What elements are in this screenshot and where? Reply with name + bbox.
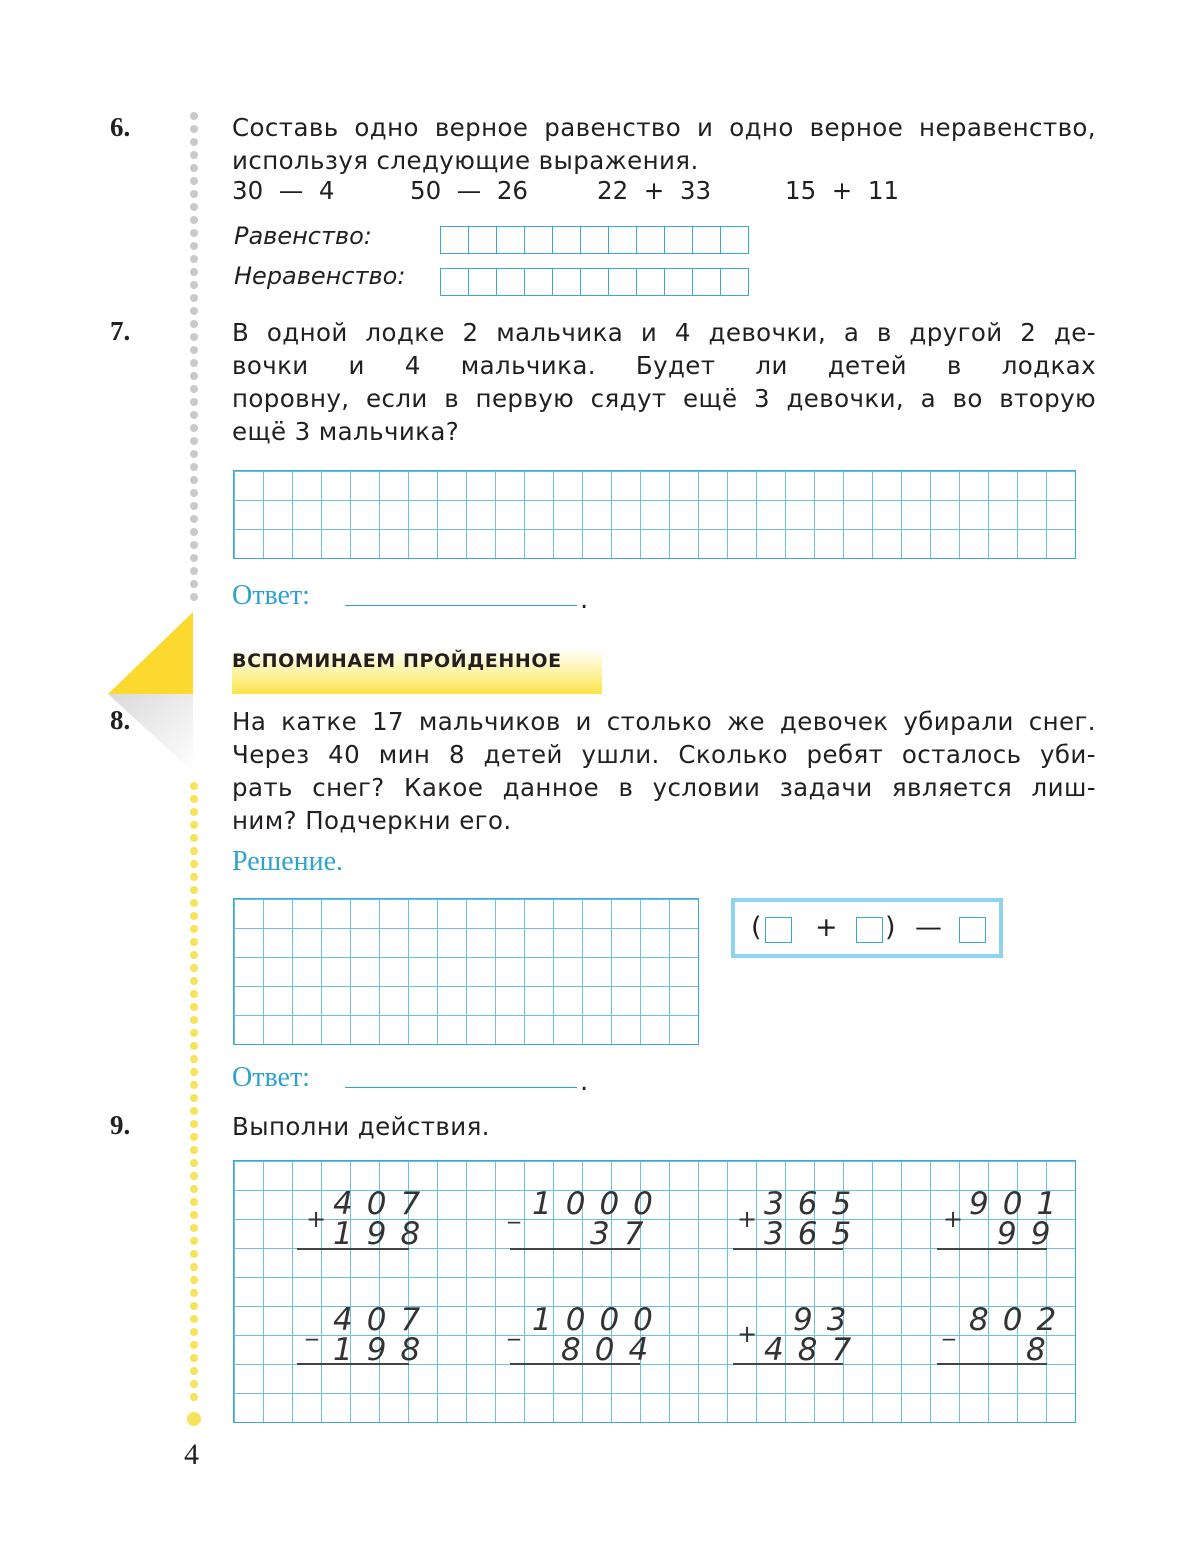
margin-dot <box>190 203 198 211</box>
margin-dot <box>190 528 198 536</box>
margin-dot <box>190 1120 198 1128</box>
result-line <box>510 1248 640 1250</box>
margin-dot <box>190 860 198 868</box>
operation-sign: _ <box>306 1313 318 1341</box>
expression: 22 + 33 <box>597 176 712 205</box>
formula-plus: + <box>815 912 838 943</box>
margin-dot <box>190 216 198 224</box>
solution-label: Решение. <box>232 846 344 877</box>
margin-dot <box>190 281 198 289</box>
margin-dot <box>190 242 198 250</box>
subtrahend-digits: 37 <box>590 1216 658 1252</box>
margin-dot <box>190 951 198 959</box>
operation-sign: + <box>737 1205 758 1233</box>
margin-dot <box>190 1315 198 1323</box>
margin-dot <box>190 1341 198 1349</box>
margin-dot-end <box>187 1412 201 1426</box>
subtrahend-digits: 365 <box>764 1216 866 1252</box>
task-number: 9. <box>110 1110 131 1140</box>
formula-close-paren: ) <box>885 912 896 943</box>
answer-line[interactable] <box>345 1065 577 1088</box>
equality-label: Равенство: <box>234 222 372 250</box>
margin-dot <box>190 1107 198 1115</box>
text-line: На катке 17 мальчиков и столько же девочек убирали снег. <box>232 707 1096 736</box>
task-text <box>232 705 1096 837</box>
margin-dot <box>190 294 198 302</box>
margin-dot <box>190 1328 198 1336</box>
formula-cell[interactable] <box>856 917 883 943</box>
margin-dot <box>190 964 198 972</box>
answer-period: . <box>580 585 589 615</box>
inequality-input-cells[interactable] <box>440 268 749 296</box>
text-line: рать снег? Какое данное в условии задачи является лиш- <box>232 773 1096 802</box>
margin-dot <box>190 1250 198 1258</box>
margin-dot <box>190 151 198 159</box>
result-line <box>733 1248 843 1250</box>
answer-label: Ответ: <box>232 580 310 611</box>
minuend-digits: 802 <box>969 1302 1071 1338</box>
margin-dot <box>190 938 198 946</box>
operation-sign: _ <box>508 1196 520 1224</box>
task-text <box>232 316 1096 448</box>
margin-dot <box>190 567 198 575</box>
margin-dot <box>190 1172 198 1180</box>
subtrahend-digits: 804 <box>561 1332 663 1368</box>
formula-cell[interactable] <box>765 917 792 943</box>
margin-dot <box>190 977 198 985</box>
margin-dot <box>190 1237 198 1245</box>
operation-sign: + <box>737 1320 758 1348</box>
solution-grid[interactable] <box>233 470 1076 559</box>
margin-dot <box>190 1289 198 1297</box>
result-line <box>937 1363 1047 1365</box>
text-line: используя следующие выражения. <box>232 146 699 175</box>
margin-dot <box>190 925 198 933</box>
margin-dot <box>190 372 198 380</box>
subtrahend-digits: 198 <box>333 1332 435 1368</box>
answer-period: . <box>580 1067 589 1097</box>
margin-dot <box>190 463 198 471</box>
expression: 30 — 4 <box>232 176 335 205</box>
result-line <box>510 1363 640 1365</box>
minuend-digits: 365 <box>764 1186 866 1222</box>
margin-dot <box>190 1068 198 1076</box>
subtrahend-digits: 198 <box>333 1216 435 1252</box>
minuend-digits: 901 <box>969 1186 1071 1222</box>
task-text <box>232 111 1096 177</box>
review-header-title: ВСПОМИНАЕМ ПРОЙДЕННОЕ <box>232 650 562 672</box>
margin-dot <box>190 515 198 523</box>
text-line: поровну, если в первую сядут ещё 3 девочки, а во вторую <box>232 384 1096 413</box>
minuend-digits: 1000 <box>532 1302 667 1338</box>
margin-dot <box>190 1211 198 1219</box>
operation-sign: _ <box>943 1313 955 1341</box>
operation-sign: + <box>943 1205 964 1233</box>
margin-dot <box>190 580 198 588</box>
margin-dot <box>190 834 198 842</box>
margin-dot <box>190 125 198 133</box>
margin-dot <box>190 398 198 406</box>
margin-dot <box>190 808 198 816</box>
subtrahend-digits: 8 <box>1026 1332 1060 1368</box>
margin-dot <box>190 320 198 328</box>
operation-sign: + <box>306 1205 327 1233</box>
margin-dot <box>190 1016 198 1024</box>
margin-dot <box>190 437 198 445</box>
text-line: Через 40 мин 8 детей ушли. Сколько ребят осталось уби- <box>232 740 1096 769</box>
expression: 15 + 11 <box>785 176 900 205</box>
margin-dot <box>190 255 198 263</box>
margin-dot <box>190 847 198 855</box>
margin-dot <box>190 1263 198 1271</box>
page-number: 4 <box>184 1438 199 1471</box>
corner-tab-decoration <box>108 612 198 782</box>
margin-dot <box>190 190 198 198</box>
subtrahend-digits: 99 <box>997 1216 1065 1252</box>
margin-dot <box>190 333 198 341</box>
formula-cell[interactable] <box>959 917 986 943</box>
margin-dot <box>190 821 198 829</box>
margin-dot <box>190 1094 198 1102</box>
margin-dot <box>190 424 198 432</box>
margin-dot <box>190 1224 198 1232</box>
task-text <box>232 1110 1096 1143</box>
margin-dot <box>190 385 198 393</box>
result-line <box>733 1363 843 1365</box>
margin-dot <box>190 359 198 367</box>
margin-dot <box>190 502 198 510</box>
margin-dot <box>190 138 198 146</box>
minuend-digits: 1000 <box>532 1186 667 1222</box>
operation-sign: _ <box>508 1313 520 1341</box>
margin-dot <box>190 346 198 354</box>
margin-dot <box>190 489 198 497</box>
margin-dot <box>190 1276 198 1284</box>
margin-dot <box>190 1380 198 1388</box>
margin-dot <box>190 1055 198 1063</box>
margin-dot <box>190 1198 198 1206</box>
minuend-digits: 93 <box>793 1302 861 1338</box>
margin-dot <box>190 1367 198 1375</box>
margin-dot <box>190 229 198 237</box>
margin-dot <box>190 1393 198 1401</box>
result-line <box>297 1363 409 1365</box>
margin-dot <box>190 899 198 907</box>
margin-dot <box>190 554 198 562</box>
formula-open-paren: ( <box>751 912 762 943</box>
margin-dot <box>190 164 198 172</box>
margin-dot <box>190 1302 198 1310</box>
margin-dot <box>190 450 198 458</box>
margin-dot <box>190 886 198 894</box>
margin-dot <box>190 1354 198 1362</box>
task-number: 8. <box>110 705 131 735</box>
margin-dot <box>190 782 198 790</box>
margin-dot <box>190 873 198 881</box>
minuend-digits: 407 <box>333 1302 435 1338</box>
margin-dot <box>190 1185 198 1193</box>
inequality-label: Неравенство: <box>234 262 406 290</box>
answer-label: Ответ: <box>232 1062 310 1093</box>
text-line: Составь одно верное равенство и одно верное неравенство, <box>232 113 1096 142</box>
margin-dot <box>190 541 198 549</box>
margin-dot <box>190 1133 198 1141</box>
formula-box <box>731 898 1003 958</box>
margin-dot <box>190 1146 198 1154</box>
margin-dot <box>190 1159 198 1167</box>
equality-input-cells[interactable] <box>440 226 749 254</box>
margin-dot <box>190 1029 198 1037</box>
margin-dot <box>190 795 198 803</box>
answer-line[interactable] <box>345 583 577 606</box>
formula-minus: — <box>915 912 942 943</box>
result-line <box>937 1248 1047 1250</box>
minuend-digits: 407 <box>333 1186 435 1222</box>
text-line: В одной лодке 2 мальчика и 4 девочки, а в другой 2 де- <box>232 318 1096 347</box>
margin-dot <box>190 912 198 920</box>
margin-dot <box>190 112 198 120</box>
text-line: Выполни действия. <box>232 1112 490 1141</box>
margin-dot <box>190 1042 198 1050</box>
task-number: 7. <box>110 316 131 346</box>
text-line: ещё 3 мальчика? <box>232 417 460 446</box>
subtrahend-digits: 487 <box>764 1332 866 1368</box>
text-line: ним? Подчеркни его. <box>232 806 512 835</box>
margin-dot <box>190 307 198 315</box>
margin-dot <box>190 411 198 419</box>
text-line: вочки и 4 мальчика. Будет ли детей в лодках <box>232 351 1096 380</box>
margin-dot <box>190 1003 198 1011</box>
margin-dot <box>190 268 198 276</box>
solution-grid[interactable] <box>233 898 699 1045</box>
margin-dot <box>190 593 198 601</box>
margin-dot <box>190 476 198 484</box>
task-number: 6. <box>110 112 131 142</box>
expression: 50 — 26 <box>410 176 529 205</box>
margin-dot <box>190 990 198 998</box>
margin-dot <box>190 177 198 185</box>
margin-dot <box>190 1081 198 1089</box>
result-line <box>297 1248 409 1250</box>
